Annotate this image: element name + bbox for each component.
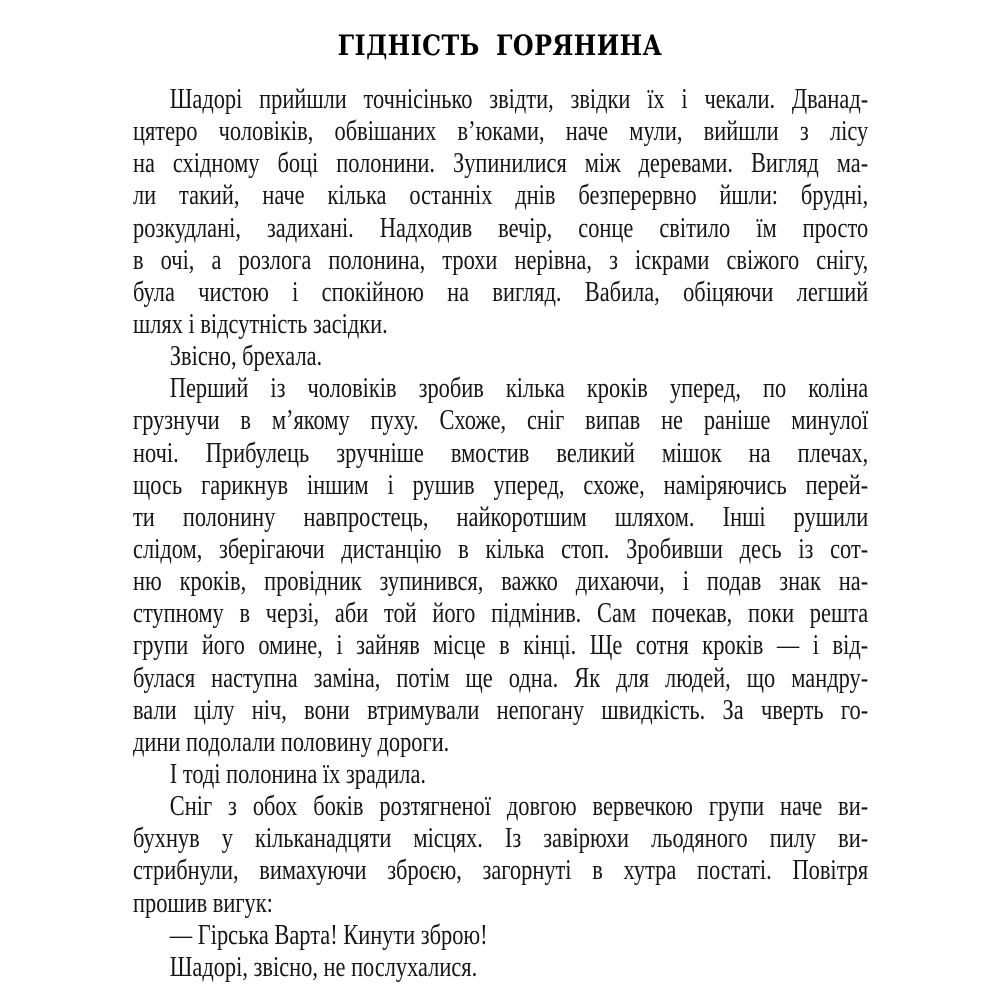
text-line: дини подолали половину дороги. [133, 726, 450, 758]
text-line: щось гарикнув іншим і рушив уперед, схоже, наміряючись перей- [133, 469, 869, 501]
text-line: Шадорі, звісно, не послухалися. [169, 951, 478, 983]
text-line: в очі, а розлога полонина, трохи нерівна, з іскрами свіжого снігу, [133, 244, 869, 276]
text-line: Перший із чоловіків зробив кілька кроків уперед, по коліна [169, 373, 869, 405]
text-line: цятеро чоловіків, обвішаних в’юками, наче мули, вийшли з лісу [133, 116, 869, 148]
text-line: була чистою і спокійною на вигляд. Вабила, обіцяючи легший [133, 276, 869, 308]
text-line: групи його омине, і зайняв місце в кінці. Ще сотня кроків — і від- [133, 630, 869, 662]
text-line: булася наступна заміна, потім ще одна. Як для людей, що мандру- [133, 662, 869, 694]
text-line: ночі. Прибулець зручніше вмостив великий мішок на плечах, [133, 437, 869, 469]
text-line: ню кроків, провідник зупинився, важко дихаючи, і подав знак на- [133, 566, 869, 598]
text-line: бухнув у кільканадцяти місцях. Із завірюхи льодяного пилу ви- [133, 823, 869, 855]
text-line: шлях і відсутність засідки. [133, 308, 388, 340]
text-line: стрибнули, вимахуючи зброєю, загорнуті в хутра постаті. Повітря [133, 855, 869, 887]
text-line: слідом, зберігаючи дистанцію в кілька стоп. Зробивши десь із сот- [133, 533, 869, 565]
chapter-title-text: ГІДНІСТЬ ГОРЯНИНА [337, 28, 663, 62]
text-line: грузнучи в м’якому пуху. Схоже, сніг випав не раніше минулої [133, 405, 869, 437]
text-line: на східному боці полонини. Зупинилися між деревами. Вигляд ма- [133, 148, 869, 180]
text-line: — Гірська Варта! Кинути зброю! [169, 919, 488, 951]
text-line: І тоді полонина їх зрадила. [169, 758, 427, 790]
text-line: Сніг з обох боків розтягненої довгою вервечкою групи наче ви- [169, 791, 869, 823]
text-line: ти полонину навпростець, найкоротшим шляхом. Інші рушили [133, 501, 869, 533]
text-line: прошив вигук: [133, 887, 273, 919]
text-line: Шадорі прийшли точнісінько звідти, звідки їх і чекали. Дванад- [169, 84, 869, 115]
text-line: ступному в черзі, аби той його підмінив. Сам почекав, поки решта [133, 598, 869, 630]
text-line: Звісно, брехала. [169, 341, 323, 373]
body-text [133, 84, 1000, 984]
text-line: вали цілу ніч, вони втримували непогану швидкість. За чверть го- [133, 694, 869, 726]
text-line: ли такий, наче кілька останніх днів безперервно йшли: брудні, [133, 180, 869, 212]
chapter-title [0, 28, 1000, 62]
text-line: розкудлані, задихані. Надходив вечір, сонце світило їм просто [133, 212, 869, 244]
